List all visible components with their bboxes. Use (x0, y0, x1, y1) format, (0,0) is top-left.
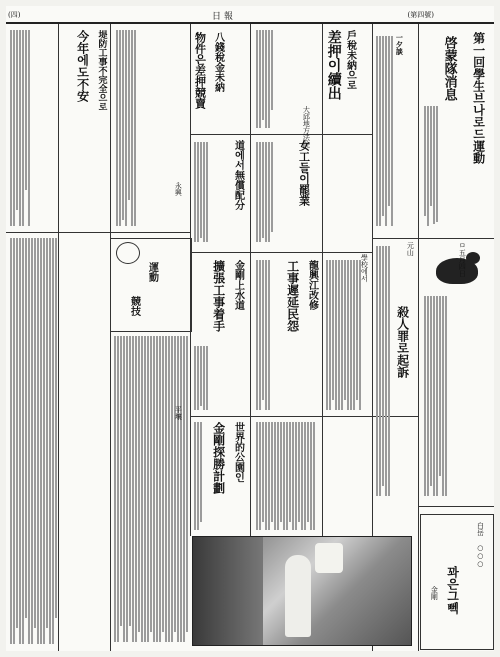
campaign-banner: 第一回學生브나로드運動 (471, 32, 486, 164)
news-photo (192, 536, 412, 646)
sub-6: 元山 (406, 242, 415, 256)
article-text (194, 346, 209, 410)
sports-emblem (116, 242, 140, 264)
ad-caption: 白岳 ○○○ (476, 522, 485, 568)
headline-17: 金剛探勝計劃 (211, 422, 226, 494)
headline-5: 八錢稅金未納 (212, 32, 224, 92)
article-text (256, 30, 274, 128)
tiger-illustration (436, 258, 478, 284)
article-text (424, 296, 448, 496)
small-caption: ㅁ五月四日 (458, 242, 467, 277)
sub-4: 學校에서 (360, 254, 369, 282)
sub-2: 大邱地方法院 (302, 106, 311, 148)
headline-18: 運動 (146, 262, 158, 282)
headline-13: 龍興江改修 (306, 260, 318, 310)
page-number: (四) (8, 11, 21, 19)
ad-brand: 꽈은그뻭 (445, 566, 460, 614)
headline-16: 世界的公園인 (232, 422, 244, 482)
article-text (256, 142, 274, 242)
headline-3: 戶稅未納으로 (344, 30, 356, 90)
sub-5: 平壤 (174, 406, 183, 420)
headline-15: 殺人罪로起訴 (395, 306, 410, 378)
article-text (256, 422, 316, 530)
headline-14: 工事遲延民怨 (285, 260, 300, 332)
headline-10: 女工들이罷業 (297, 140, 311, 206)
sub-1: 一夕談 (395, 34, 405, 55)
headline-4: 差押이續出 (325, 30, 342, 100)
masthead (6, 6, 494, 24)
headline-1: 啓蒙隊消息 (441, 36, 457, 101)
article-text (376, 246, 391, 496)
article-text (194, 422, 203, 530)
paper-title: 日 報 (212, 12, 233, 22)
headline-19: 競技 (128, 296, 140, 316)
headline-7: 堤防工事不完全으로 (96, 30, 107, 111)
article-text (326, 260, 362, 410)
newspaper-page (6, 6, 494, 651)
headline-8: 今年에도不安 (75, 30, 90, 102)
article-text (114, 336, 189, 642)
headline-11: 金剛上水道 (232, 260, 244, 310)
article-text (256, 260, 271, 410)
issue-number: (第四號) (407, 11, 434, 19)
headline-6: 物件은差押競賣 (193, 32, 207, 109)
article-text (116, 30, 137, 226)
article-text (194, 142, 209, 242)
article-text (376, 36, 394, 226)
headline-9: 道에서無償配分 (232, 140, 244, 210)
ad-side: 金剛 (430, 586, 439, 600)
article-text (424, 106, 439, 226)
article-text (10, 238, 58, 644)
sub-3: 永興 (174, 182, 183, 196)
headline-12: 擴張工事着手 (211, 260, 226, 332)
article-text (10, 30, 31, 226)
